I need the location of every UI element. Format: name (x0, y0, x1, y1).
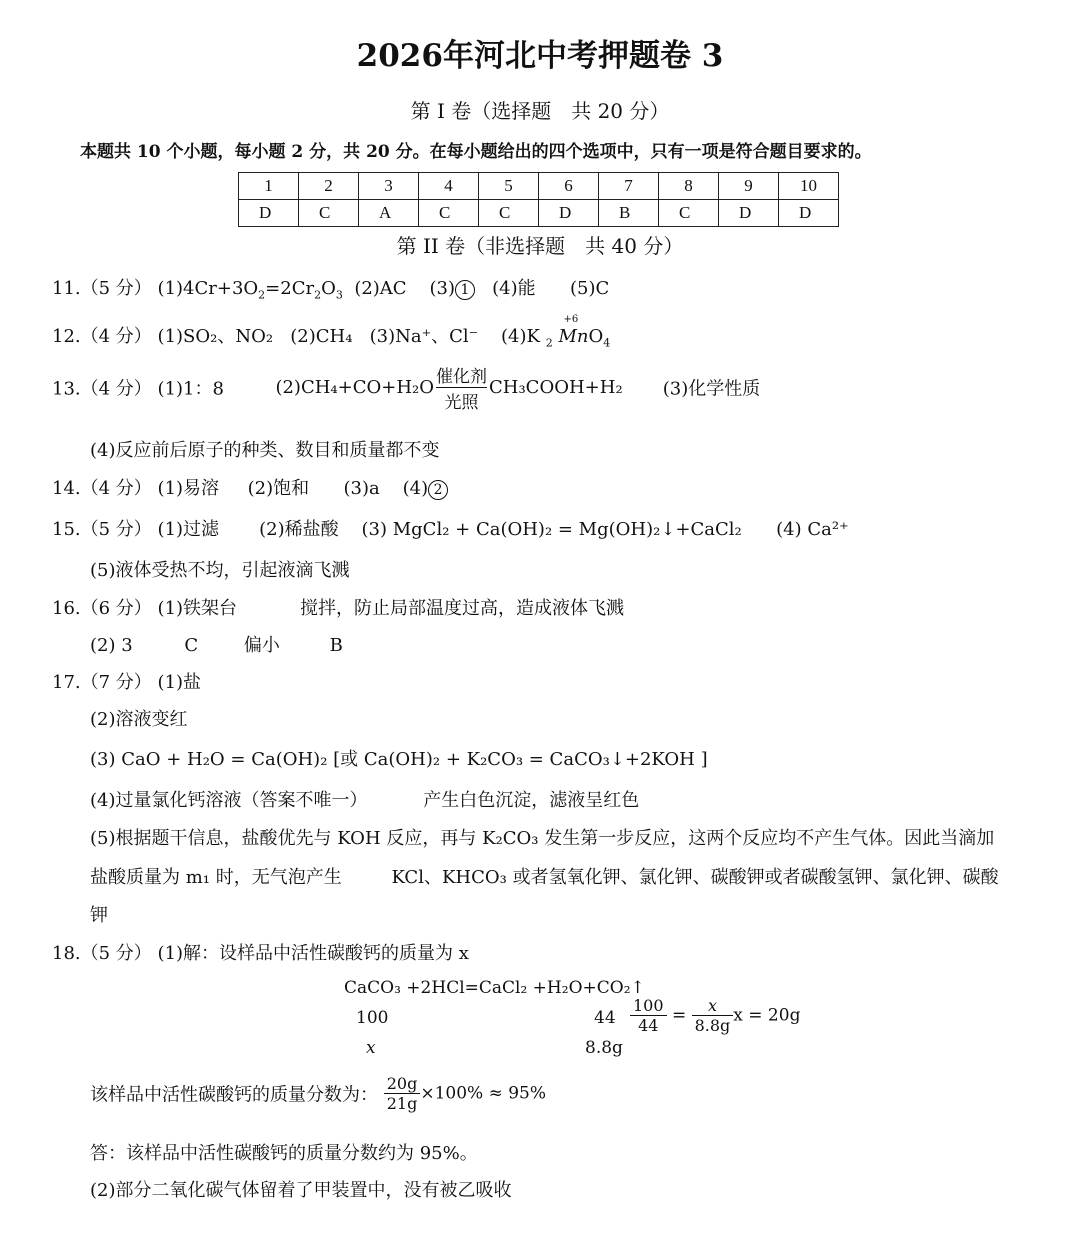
q11-line: 11.（5 分） $(1)4Cr+3O_2=2Cr_2O_3$ (2)AC (3) 1 (4)能 (5)C (52, 278, 610, 302)
q14-answer-2: (2)饱和 (247, 478, 310, 499)
mn-element (558, 314, 589, 347)
q17-answer-5-line2 (90, 863, 999, 889)
q17-answer-4-line (90, 786, 639, 812)
part1-heading: 第 I 卷（选择题 共 20 分） (410, 99, 670, 123)
answer-number: 9 (719, 173, 779, 200)
q11-answer-1c: O (321, 278, 336, 299)
instruction-text: 本题共 10 个小题，每小题 2 分，共 20 分。在每小题给出的四个选项中，只有一项是符合题目要求的。 (80, 142, 872, 162)
q17-number: 17.（7 分） (52, 672, 152, 693)
reaction-condition (436, 362, 487, 413)
fraction-100-44 (630, 996, 667, 1035)
answer-number: 5 (479, 173, 539, 200)
fraction-denominator: 44 (638, 1016, 659, 1035)
q17-answer-5-line1: (5)根据题干信息，盐酸优先与 KOH 反应，再与 K₂CO₃ 发生第一步反应，这两个反应均不产生气体。因此当滴加 (90, 828, 995, 849)
q17-answer-4b: 产生白色沉淀，滤液呈红色 (423, 790, 640, 811)
answer-number: 7 (599, 173, 659, 200)
answer-choice: A (359, 200, 419, 227)
q17-answer-2: (2)溶液变红 (90, 709, 188, 730)
answer-table-answers-row (239, 200, 839, 227)
q14-answer-3: (3)a (343, 478, 380, 499)
q13-answer-1: (1)1：8 (157, 378, 224, 400)
part2-heading: 第 II 卷（非选择题 共 40 分） (396, 234, 684, 258)
q15-answer-1: (1)过滤 (157, 519, 220, 540)
q12-answer-4: (4)K (501, 326, 540, 347)
q16-answer-2a: (2) 3 (90, 635, 133, 656)
answer-choice: D (239, 200, 299, 227)
q13-answer-2-right: CH₃COOH+H₂ (489, 377, 623, 398)
q16-answer-1b: 搅拌，防止局部温度过高，造成液体飞溅 (300, 598, 624, 619)
q16-answer-2d: B (329, 635, 343, 656)
answer-number: 10 (779, 173, 839, 200)
q17-answer-5-text: 盐酸质量为 m₁ 时，无气泡产生 (90, 867, 342, 888)
catalyst-label: 催化剂 (436, 362, 487, 388)
answer-choice: C (479, 200, 539, 227)
answer-choice: C (299, 200, 359, 227)
q17-answer-1: (1)盐 (157, 672, 202, 693)
q18-answer-2: (2)部分二氧化碳气体留着了甲装置中，没有被乙吸收 (90, 1180, 512, 1201)
q12-number: 12.（4 分） (52, 326, 152, 347)
q16-answer-1: (1)铁架台 (157, 598, 238, 619)
answer-number: 8 (659, 173, 719, 200)
q12-answer-1: (1)SO₂、NO₂ (157, 326, 274, 347)
fraction-numerator: 100 (630, 996, 667, 1016)
q16-answer-2c: 偏小 (243, 635, 280, 656)
q15-number: 15.（5 分） (52, 519, 152, 540)
chemical-equation: CaCO₃ +2HCl=CaCl₂ +H₂O+CO₂↑ (344, 978, 645, 998)
answer-choice: B (599, 200, 659, 227)
answer-number: 4 (419, 173, 479, 200)
unknown-x: x (366, 1038, 376, 1058)
q12-answer-2: (2)CH₄ (290, 326, 353, 347)
q17-answer-5-line3: 钾 (90, 905, 108, 926)
answer-table (238, 172, 839, 227)
result-x: x = 20g (733, 1005, 801, 1026)
q13-answer-4: (4)反应前后原子的种类、数目和质量都不变 (90, 440, 440, 461)
answer-number: 3 (359, 173, 419, 200)
answer-choice: D (539, 200, 599, 227)
co2-mass: 8.8g (585, 1038, 623, 1058)
fraction-x-8.8g (692, 996, 734, 1035)
q11-answer-2: (2)AC (354, 278, 407, 299)
q11-answer-4: (4)能 (492, 278, 536, 299)
q17-answer-5-solutes: KCl、KHCO₃ 或者氢氧化钾、氯化钾、碳酸钾或者碳酸氢钾、氯化钾、碳酸 (391, 867, 999, 888)
circled-number: 1 (455, 280, 475, 300)
q15-line (52, 515, 849, 541)
answer-number: 6 (539, 173, 599, 200)
q11-answer-5: (5)C (570, 278, 610, 299)
fraction-denominator: 21g (386, 1094, 418, 1113)
q12-answer-3: (3)Na⁺、Cl⁻ (369, 326, 479, 347)
q15-answer-4: (4) Ca²⁺ (776, 519, 849, 540)
q13-answer-2-left: (2)CH₄+CO+H₂O (275, 377, 434, 398)
fraction-20g-21g (384, 1074, 421, 1113)
q17-answer-3: (3) CaO + H₂O = Ca(OH)₂ [或 Ca(OH)₂ + K₂CO₃ = CaCO₃↓+2KOH ] (90, 749, 708, 770)
q16-answer-2b: C (184, 635, 199, 656)
fraction-numerator: 20g (384, 1074, 421, 1094)
q14-answer-4: (4) (402, 478, 429, 499)
q16-part2-line (90, 631, 343, 657)
q18-line (52, 939, 469, 965)
q18-number: 18.（5 分） (52, 943, 152, 964)
answer-table-numbers-row (239, 173, 839, 200)
q11-number: 11.（5 分） (52, 278, 152, 299)
page-title: 2026年河北中考押题卷 3 (356, 38, 724, 74)
answer-choice: C (419, 200, 479, 227)
answer-choice: C (659, 200, 719, 227)
q14-answer-1: (1)易溶 (157, 478, 220, 499)
answer-number: 1 (239, 173, 299, 200)
answer-choice: D (719, 200, 779, 227)
molar-mass-caco3: 100 (356, 1008, 389, 1028)
q13-answer-3: (3)化学性质 (662, 378, 761, 400)
q17-line (52, 668, 201, 694)
q15-answer-3: (3) MgCl₂ + Ca(OH)₂ = Mg(OH)₂↓+CaCl₂ (361, 519, 742, 540)
q16-number: 16.（6 分） (52, 598, 152, 619)
answer-number: 2 (299, 173, 359, 200)
q15-answer-5: (5)液体受热不均，引起液滴飞溅 (90, 560, 350, 581)
q14-number: 14.（4 分） (52, 478, 152, 499)
q14-line (52, 474, 448, 500)
oxidation-state: +6 (563, 314, 579, 325)
fraction-denominator: 8.8g (694, 1016, 731, 1035)
equals-sign: = (671, 1005, 687, 1026)
q11-answer-1b: =2Cr (265, 278, 315, 299)
fraction-numerator: x (692, 996, 734, 1016)
q13-number: 13.（4 分） (52, 378, 152, 400)
q18-answer-1: (1)解：设样品中活性碳酸钙的质量为 x (157, 943, 469, 964)
q17-answer-4: (4)过量氯化钙溶液（答案不唯一） (90, 790, 368, 811)
mass-fraction-label: 该样品中活性碳酸钙的质量分数为： (90, 1084, 378, 1106)
q12-line: 12.（4 分） (1)SO₂、NO₂ (2)CH₄ (3)Na⁺、Cl⁻ (4)K $_2$ +6 MnO$_4$ (52, 314, 611, 350)
light-label: 光照 (444, 393, 479, 413)
q13-line (52, 362, 760, 413)
q15-answer-2: (2)稀盐酸 (259, 519, 339, 540)
mass-fraction-line (90, 1074, 546, 1113)
circled-number: 2 (428, 480, 448, 500)
mn-symbol: Mn (558, 326, 589, 347)
proportion-equation (630, 996, 800, 1035)
q11-answer-3: (3) (429, 278, 455, 299)
molar-mass-co2: 44 (594, 1008, 616, 1028)
q18-answer-statement: 答：该样品中活性碳酸钙的质量分数约为 95%。 (90, 1143, 478, 1164)
q16-line (52, 594, 624, 620)
q11-answer-1: (1)4Cr+3O (157, 278, 259, 299)
oxygen-symbol: O (588, 326, 604, 347)
answer-choice: D (779, 200, 839, 227)
mass-fraction-result: ×100% ≈ 95% (420, 1083, 547, 1104)
